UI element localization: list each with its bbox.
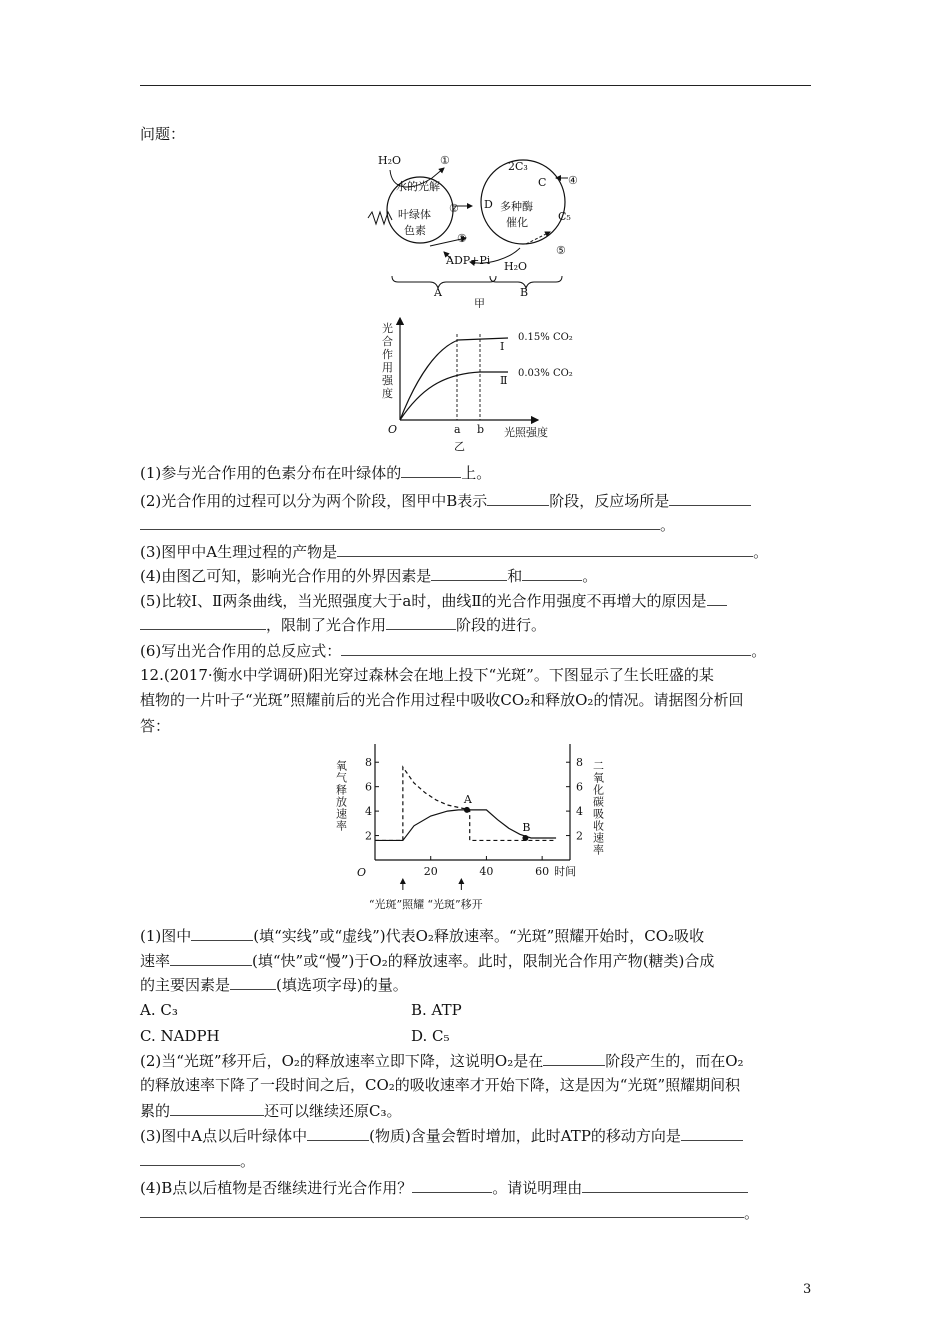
answer-blank[interactable] (140, 1202, 744, 1218)
line-5-cont: ，限制了光合作用 阶段的进行。 (140, 614, 546, 635)
photosynthesis-rate-chart (325, 738, 630, 918)
circle-3-label: ③ (457, 232, 467, 245)
origin-label: O (388, 423, 398, 436)
answer-blank[interactable] (401, 462, 461, 478)
circle-2-label: ② (449, 202, 459, 215)
answer-blank[interactable] (170, 1100, 264, 1116)
y-tick-label-left: 4 (365, 805, 372, 819)
header-rule (140, 85, 811, 86)
answer-blank[interactable] (140, 514, 660, 530)
answer-blank[interactable] (386, 614, 456, 630)
ylabel-char: 作 (382, 348, 393, 361)
question-12-line-1: 12.(2017·衡水中学调研)阳光穿过森林会在地上投下“光斑”。下图显示了生长旺盛的某 (140, 666, 714, 684)
two-c3-label: 2C₃ (508, 160, 528, 173)
figure-yi-caption: 乙 (454, 440, 465, 452)
ylabel-char: 光 (382, 322, 393, 335)
subquestion-1-line-1: (1)图中 (填“实线”或“虚线”)代表O₂释放速率。“光斑”照耀开始时，CO₂吸收 (140, 927, 705, 945)
b-label: B (520, 286, 529, 299)
answer-blank[interactable] (431, 565, 507, 581)
chlorophyll-label-2: 色素 (404, 224, 426, 237)
ylabel-char: 度 (382, 387, 393, 400)
y-tick-label-left: 6 (365, 780, 372, 794)
a-tick-label: a (454, 423, 461, 436)
subquestion-3-line-2: 。 (140, 1150, 255, 1171)
subquestion-4-line-2: 。 (140, 1202, 759, 1223)
figure-jia (360, 148, 600, 308)
answer-blank[interactable] (582, 1177, 748, 1193)
question-intro: 问题： (140, 125, 186, 143)
right-y-axis-label: 二氧化碳吸收速率 (591, 760, 605, 856)
c5-label: C₅ (558, 210, 571, 223)
answer-blank[interactable] (230, 974, 276, 990)
answer-blank[interactable] (543, 1050, 605, 1066)
answer-blank[interactable] (669, 490, 751, 506)
h2o-top-label: H₂O (378, 154, 402, 167)
answer-blank[interactable] (681, 1125, 743, 1141)
answer-blank[interactable] (412, 1177, 492, 1193)
y-tick-label-right: 2 (576, 829, 583, 843)
enzyme-label-2: 催化 (506, 216, 528, 229)
circle-1-label: ① (440, 154, 450, 167)
answer-blank[interactable] (341, 640, 751, 656)
answer-blank[interactable] (707, 590, 727, 606)
y-tick-label-right: 4 (576, 805, 583, 819)
answer-blank[interactable] (307, 1125, 369, 1141)
page-number: 3 (803, 1282, 812, 1297)
circle-4-label: ④ (568, 174, 578, 187)
a-label: A (434, 286, 442, 299)
answer-blank[interactable] (191, 925, 253, 941)
line-1: (1)参与光合作用的色素分布在叶绿体的 上。 (140, 464, 492, 482)
point-label-A: A (463, 792, 472, 806)
answer-blank[interactable] (487, 490, 549, 506)
c-label: C (538, 176, 547, 189)
x-tick-label: 60 (535, 865, 550, 878)
chlorophyll-label-1: 叶绿体 (398, 208, 431, 221)
subquestion-1-line-3: 的主要因素是 (填选项字母)的量。 (140, 976, 408, 994)
subquestion-1-line-2: 速率 (填“快”或“慢”)于O₂的释放速率。此时，限制光合作用产物(糖类)合成 (140, 952, 715, 970)
ylabel-char: 强 (382, 374, 393, 387)
origin-label: O (357, 866, 367, 879)
line-4: (4)由图乙可知，影响光合作用的外界因素是 和 。 (140, 567, 598, 585)
option-b[interactable]: B. ATP (411, 1001, 462, 1019)
circle-5-label: ⑤ (556, 244, 566, 257)
d-label: D (484, 198, 493, 211)
arrow-up-icon (400, 878, 406, 884)
question-12-line-2: 植物的一片叶子“光斑”照耀前后的光合作用过程中吸收CO₂和释放O₂的情况。请据图分析回 (140, 691, 744, 709)
option-a[interactable]: A. C₃ (140, 1001, 178, 1019)
curve-ii-label: Ⅱ (500, 374, 508, 387)
arrow-label: “光斑”照耀 (368, 898, 425, 911)
subquestion-2-line-2: 的释放速率下降了一段时间之后，CO₂的吸收速率才开始下降，这是因为“光斑”照耀期间积 (140, 1076, 741, 1094)
line-2-cont: 。 (140, 514, 675, 535)
ylabel-char: 合 (382, 335, 393, 348)
ylabel-char: 用 (382, 361, 393, 374)
question-12-line-3: 答： (140, 717, 171, 735)
line-3: (3)图甲中A生理过程的产物是 。 (140, 543, 769, 561)
curve-i (400, 338, 508, 420)
line-6: (6)写出光合作用的总反应式： 。 (140, 642, 767, 660)
line-2: (2)光合作用的过程可以分为两个阶段，图甲中B表示 阶段，反应场所是 (140, 490, 751, 511)
point-label-B: B (522, 821, 531, 834)
curve-ii-co2-label: 0.03% CO₂ (518, 368, 573, 379)
brace-a (392, 276, 496, 288)
curve-i-co2-label: 0.15% CO₂ (518, 332, 573, 343)
x-tick-label: 20 (423, 865, 438, 878)
option-d[interactable]: D. C₅ (411, 1027, 450, 1045)
answer-blank[interactable] (522, 565, 582, 581)
option-c[interactable]: C. NADPH (140, 1027, 220, 1045)
y-tick-label-left: 8 (365, 756, 372, 770)
curve-ii (400, 372, 508, 420)
xlabel: 光照强度 (504, 426, 548, 439)
adp-label: ADP+Pi (446, 254, 491, 267)
answer-blank[interactable] (170, 950, 252, 966)
point-B (522, 835, 528, 841)
x-tick-label: 40 (479, 865, 494, 878)
water-photolysis-label: 水的光解 (396, 180, 440, 193)
y-tick-label-right: 8 (576, 756, 583, 770)
answer-blank[interactable] (140, 1150, 240, 1166)
subquestion-2-line-1: (2)当“光斑”移开后，O₂的释放速率立即下降，这说明O₂是在 阶段产生的，而在O₂ (140, 1052, 744, 1070)
subquestion-2-line-3: 累的 还可以继续还原C₃。 (140, 1102, 402, 1120)
left-y-axis-label: 氧气释放速率 (334, 760, 348, 832)
y-tick-label-right: 6 (576, 780, 583, 794)
enzyme-label-1: 多种酶 (500, 200, 533, 213)
point-A (464, 807, 470, 813)
answer-blank[interactable] (337, 541, 753, 557)
curve-i-label: Ⅰ (500, 340, 505, 353)
y-tick-label-left: 2 (365, 829, 372, 843)
arrow-label: “光斑”移开 (427, 898, 483, 911)
figure-yi (368, 314, 588, 452)
arrow-up-icon (458, 878, 464, 884)
h2o-bottom-label: H₂O (504, 260, 528, 273)
answer-blank[interactable] (140, 614, 266, 630)
subquestion-3-line-1: (3)图中A点以后叶绿体中 (物质)含量会暂时增加，此时ATP的移动方向是 (140, 1125, 743, 1146)
figure-jia-caption: 甲 (474, 297, 485, 308)
subquestion-4-line-1: (4)B点以后植物是否继续进行光合作用？ 。请说明理由 (140, 1177, 748, 1198)
x-axis-label: 时间 (554, 865, 577, 878)
b-tick-label: b (477, 423, 485, 436)
line-5: (5)比较Ⅰ、Ⅱ两条曲线，当光照强度大于a时，曲线Ⅱ的光合作用强度不再增大的原因是 (140, 590, 727, 611)
